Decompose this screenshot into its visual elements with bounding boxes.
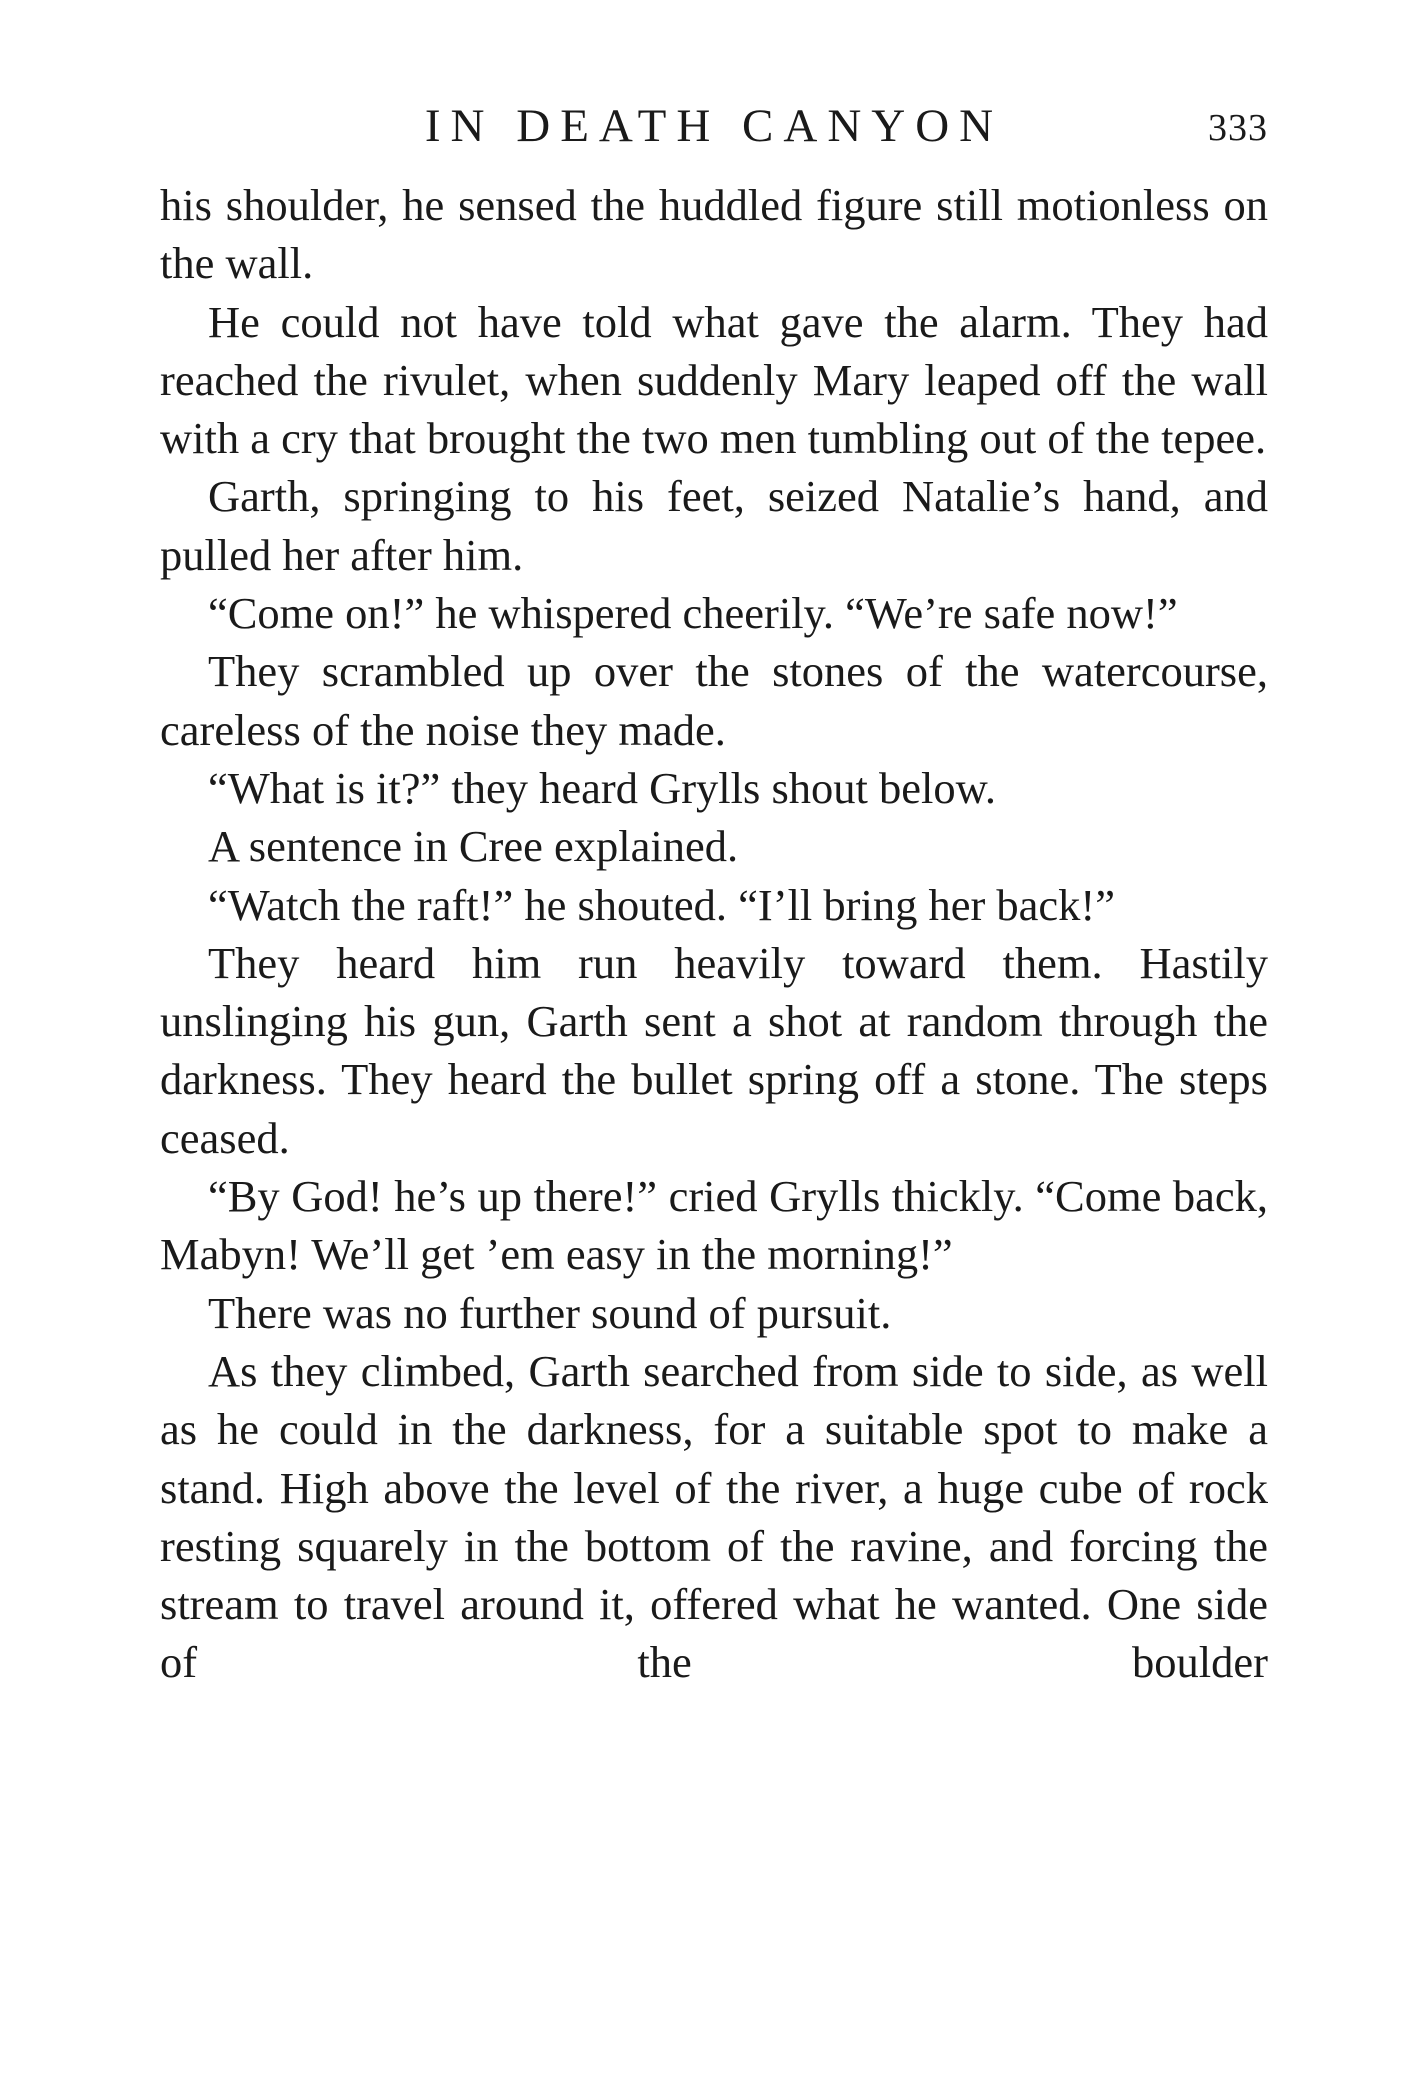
running-title: IN DEATH CANYON <box>424 100 1004 152</box>
paragraph: his shoulder, he sensed the huddled figure still motionless on the wall. <box>160 180 1268 289</box>
paragraph: They heard him run heavily toward them. Hastily unslinging his gun, Garth sent a shot at random through the darkness. They heard the bullet spring off a stone. The steps ceased. <box>160 937 1268 1163</box>
page-number: 333 <box>1208 107 1268 149</box>
paragraph: “Come on!” he whispered cheerily. “We’re safe now!” <box>208 588 1178 639</box>
paragraph: He could not have told what gave the alarm. They had reached the rivulet, when suddenly Mary leaped off the wall with a cry that brought the two men tumbling out of the tepee. <box>160 296 1268 464</box>
paragraph: There was no further sound of pursuit. <box>208 1287 892 1338</box>
paragraph: As they climbed, Garth searched from side to side, as well as he could in the darkness, for a suitable spot to make a stand. High above the level of the river, a huge cube of rock resting squarely in the bottom of the ravine, and forcing the stream to travel around it, offered what he wanted. One side of the boulder <box>160 1345 1268 1688</box>
body-text <box>160 176 1268 1692</box>
paragraph: Garth, springing to his feet, seized Natalie’s hand, and pulled her after him. <box>160 471 1268 580</box>
paragraph: “By God! he’s up there!” cried Grylls thickly. “Come back, Mabyn! We’ll get ’em easy in the morning!” <box>160 1171 1268 1280</box>
paragraph: They scrambled up over the stones of the watercourse, careless of the noise they made. <box>160 646 1268 755</box>
paragraph: “What is it?” they heard Grylls shout below. <box>208 762 997 813</box>
paragraph: “Watch the raft!” he shouted. “I’ll bring her back!” <box>208 879 1115 930</box>
paragraph: A sentence in Cree explained. <box>208 821 739 872</box>
running-head <box>160 96 1268 156</box>
